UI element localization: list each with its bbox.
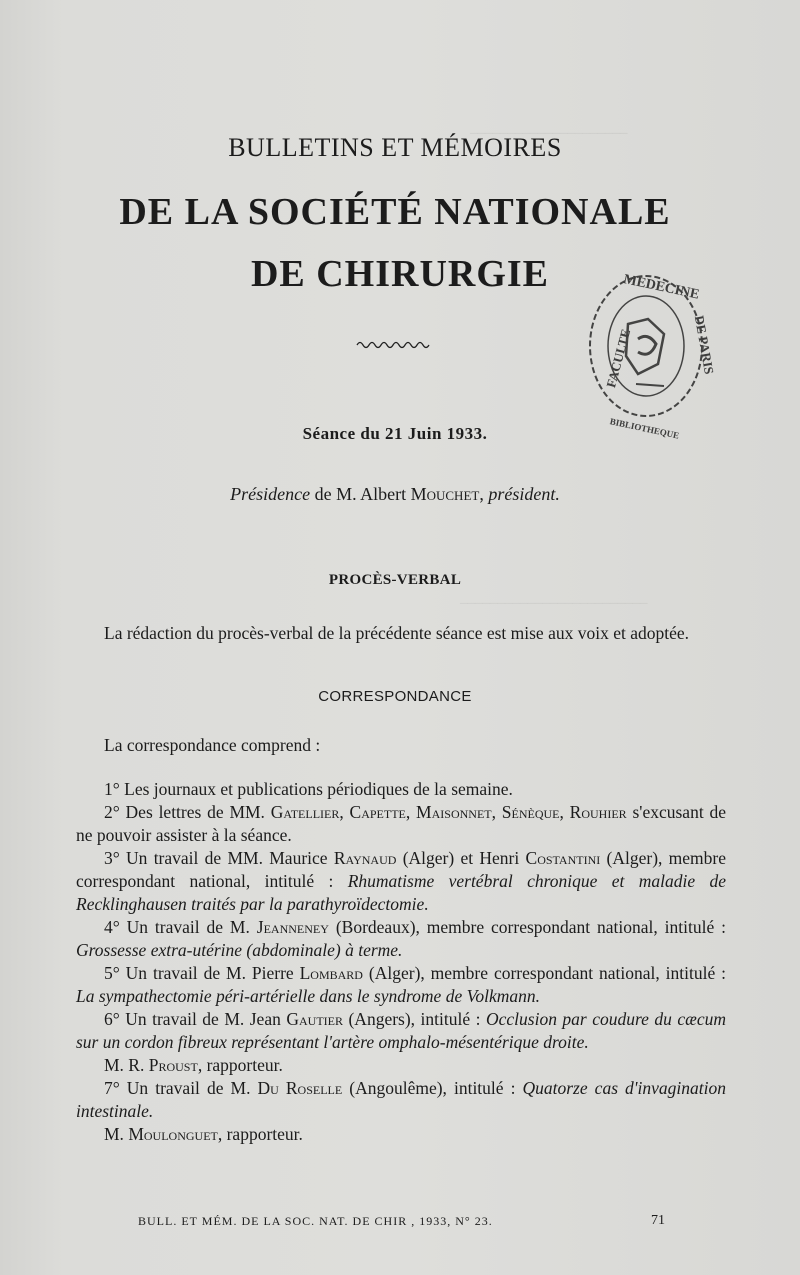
svg-text:DE PARIS: DE PARIS: [691, 314, 717, 376]
proces-verbal-text: [76, 622, 726, 645]
item-text: 6° Un travail de M. Jean: [104, 1009, 281, 1029]
proces-verbal-heading: PROCÈS-VERBAL: [328, 572, 462, 588]
journal-title-line3: DE CHIRURGIE: [250, 253, 550, 295]
list-item: [76, 847, 726, 916]
correspondance-intro: La correspondance comprend :: [104, 735, 321, 755]
item-text: (Alger), membre correspondant national, intitulé :: [368, 963, 727, 983]
bleed-through-text: _____________________: [470, 120, 628, 136]
item-work-title: Occlusion par coudure du cæcum sur un cordon fibreux représentant l'artère omphalo-mésentérique droite.: [76, 1009, 727, 1052]
item-text: 5° Un travail de M. Pierre: [104, 963, 294, 983]
svg-text:MEDECINE: MEDECINE: [622, 272, 701, 303]
president-name: Mouchet: [410, 484, 480, 504]
item-text: M.: [104, 1124, 124, 1144]
item-text: (Angers), intitulé :: [348, 1009, 481, 1029]
list-item: [76, 801, 726, 847]
item-text: s'excusant de ne pouvoir assister à la séance.: [76, 802, 727, 845]
proces-verbal-paragraph: La rédaction du procès-verbal de la précédente séance est mise aux voix et adoptée.: [104, 623, 690, 643]
session-date: Séance du 21 Juin 1933.: [302, 424, 488, 443]
presidency-of: de M. Albert: [314, 484, 407, 504]
wavy-rule-ornament: [355, 336, 433, 350]
rapporteur-line: [76, 1123, 726, 1146]
presidency-label: Présidence: [230, 484, 311, 504]
presidency-line: Présidence de M. Albert Mouchet, président.: [230, 484, 560, 504]
bleed-through-text: _________________________: [460, 590, 648, 606]
item-text: 3° Un travail de MM. Maurice: [104, 848, 328, 868]
list-item: [76, 1008, 726, 1054]
president-title: président.: [488, 484, 560, 504]
item-work-title: Rhumatisme vertébral chronique et maladie de Recklinghausen traités par la parathyroïdectomie.: [76, 871, 726, 914]
svg-text:FACULTE: FACULTE: [603, 327, 634, 390]
item-text: , rapporteur.: [217, 1124, 303, 1144]
correspondance-items: [76, 778, 726, 1146]
correspondance-intro-block: [76, 734, 726, 757]
list-item: [76, 962, 726, 1008]
item-name: Lombard: [299, 963, 363, 983]
correspondance-heading: CORRESPONDANCE: [318, 688, 472, 705]
item-text: (Bordeaux), membre correspondant national, intitulé :: [335, 917, 727, 937]
item-name: Costantini: [525, 848, 601, 868]
list-item: [76, 778, 726, 801]
item-name: Jeanneney: [256, 917, 329, 937]
item-text: M. R.: [104, 1055, 145, 1075]
rapporteur-line: [76, 1054, 726, 1077]
item-text: 4° Un travail de M.: [104, 917, 250, 937]
library-stamp: [578, 264, 717, 441]
item-name: Gautier: [286, 1009, 343, 1029]
item-text: 1° Les journaux et publications périodiques de la semaine.: [104, 779, 513, 799]
footer-citation: BULL. ET MÉM. DE LA SOC. NAT. DE CHIR , 1933, N° 23.: [138, 1214, 493, 1228]
list-item: [76, 1077, 726, 1123]
item-text: (Angoulême), intitulé :: [349, 1078, 516, 1098]
item-text: (Alger), membre correspondant national, intitulé :: [76, 848, 727, 891]
item-work-title: Quatorze cas d'invagination intestinale.: [76, 1078, 727, 1121]
item-text: , rapporteur.: [197, 1055, 283, 1075]
journal-title-line2: DE LA SOCIÉTÉ NATIONALE: [119, 191, 671, 233]
item-name: Raynaud: [333, 848, 397, 868]
item-text: 2° Des lettres de MM.: [104, 802, 265, 822]
page-number: 71: [651, 1213, 665, 1228]
item-names: Gatellier, Capette, Maisonnet, Sénèque, Rouhier: [270, 802, 627, 822]
svg-text:BIBLIOTHEQUE: BIBLIOTHEQUE: [608, 416, 681, 441]
item-work-title: La sympathectomie péri-artérielle dans le syndrome de Volkmann.: [76, 986, 540, 1006]
rapporteur-name: Proust: [148, 1055, 198, 1075]
journal-title-line1: BULLETINS ET MÉMOIRES: [228, 133, 562, 162]
item-text: (Alger) et Henri: [402, 848, 520, 868]
item-text: 7° Un travail de M.: [104, 1078, 251, 1098]
list-item: [76, 916, 726, 962]
item-name: Du Roselle: [257, 1078, 343, 1098]
item-work-title: Grossesse extra-utérine (abdominale) à terme.: [76, 940, 403, 960]
rapporteur-name: Moulonguet: [128, 1124, 218, 1144]
